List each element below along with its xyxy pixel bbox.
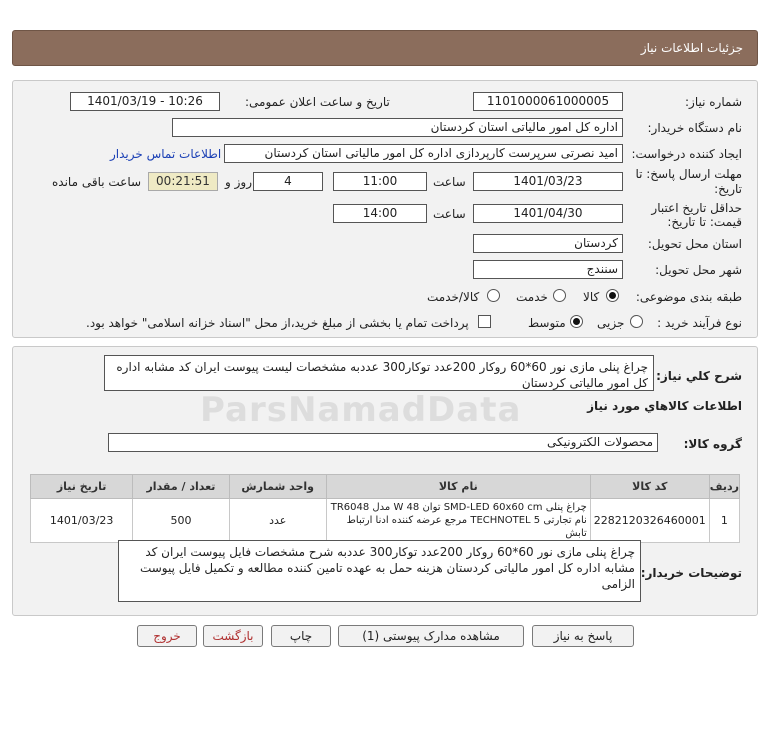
category-both-label: کالا/خدمت — [427, 290, 480, 304]
reply-time-field: 11:00 — [333, 172, 427, 191]
need-number-label: شماره نیاز: — [685, 95, 742, 109]
col-unit: واحد شمارش — [229, 475, 326, 499]
row-unit: عدد — [229, 499, 326, 543]
contact-info-link[interactable]: اطلاعات تماس خریدار — [110, 147, 222, 161]
buyer-notes-field: چراغ پنلی مازی نور 60*60 روکار 200عدد توکار300 عددبه شرح مشخصات فایل پیوست ایران کد مشابه اداره کل امور مالیاتی کردستان هزینه حمل به عهده تامین کننده مطالعه و تکمیل فایل پیوست الزامی — [118, 540, 641, 602]
watermark: ParsNamadData — [200, 390, 522, 430]
col-date: تاریخ نیاز — [31, 475, 133, 499]
reply-deadline-label-2: تاریخ: — [714, 182, 742, 196]
page-title: جزئیات اطلاعات نیاز — [12, 30, 758, 66]
validity-label-1: حداقل تاریخ اعتبار — [651, 201, 742, 215]
category-label: طبقه بندی موضوعی: — [635, 290, 742, 304]
items-table-header — [31, 475, 740, 499]
announce-field: 1401/03/19 - 10:26 — [70, 92, 220, 111]
purchase-minor-label: جزیی — [597, 316, 625, 330]
row-code: 2282120326460001 — [590, 499, 709, 543]
delivery-place-field: کردستان — [473, 234, 623, 253]
exit-button[interactable]: خروج — [137, 625, 197, 647]
buyer-org-field: اداره کل امور مالیاتی استان کردستان — [172, 118, 623, 137]
category-goods-label: کالا — [583, 290, 600, 304]
purchase-minor-radio[interactable] — [630, 315, 643, 328]
reply-time-label: ساعت — [433, 175, 466, 189]
buyer-org-label: نام دستگاه خریدار: — [647, 121, 742, 135]
reply-deadline-label-1: مهلت ارسال پاسخ: تا — [635, 167, 742, 181]
purchase-medium-radio[interactable] — [570, 315, 583, 328]
delivery-place-label: استان محل تحویل: — [647, 237, 742, 251]
days-field: 4 — [253, 172, 323, 191]
col-index: ردیف — [709, 475, 739, 499]
items-table — [30, 474, 740, 543]
general-desc-label: شرح کلي نياز: — [656, 369, 742, 383]
general-desc-field: چراغ پنلی مازی نور 60*60 روکار 200عدد توکار300 عددبه مشخصات لیست پیوست ایران کد مشابه اداره کل امور مالیاتی کردستان — [104, 355, 654, 391]
days-label: روز و — [225, 175, 252, 189]
row-qty: 500 — [133, 499, 229, 543]
goods-group-label: گروه کالا: — [683, 437, 742, 451]
validity-date-field: 1401/04/30 — [473, 204, 623, 223]
validity-time-label: ساعت — [433, 207, 466, 221]
delivery-city-field: سنندج — [473, 260, 623, 279]
category-service-radio[interactable] — [553, 289, 566, 302]
buyer-notes-label: توضیحات خریدار: — [640, 566, 742, 580]
purchase-type-label: نوع فرآیند خرید : — [657, 316, 742, 330]
col-qty: تعداد / مقدار — [133, 475, 229, 499]
category-both-radio[interactable] — [487, 289, 500, 302]
print-button[interactable]: چاپ — [271, 625, 331, 647]
purchase-medium-label: متوسط — [528, 316, 566, 330]
announce-label: تاریخ و ساعت اعلان عمومی: — [245, 95, 390, 109]
row-date: 1401/03/23 — [31, 499, 133, 543]
col-code: کد کالا — [590, 475, 709, 499]
goods-info-title: اطلاعات کالاهاي مورد نياز — [587, 399, 742, 413]
col-name: نام کالا — [326, 475, 590, 499]
back-button[interactable]: بازگشت — [203, 625, 263, 647]
row-name: چراغ پنلی SMD-LED 60x60 cm توان W 48 مدل TR6048 نام تجارتی TECHNOTEL 5 مرجع عرضه کننده ادنا ارتباط تابش — [326, 499, 590, 543]
reply-date-field: 1401/03/23 — [473, 172, 623, 191]
treasury-checkbox[interactable] — [478, 315, 491, 328]
creator-label: ایجاد کننده درخواست: — [631, 147, 742, 161]
category-goods-radio[interactable] — [606, 289, 619, 302]
row-index: 1 — [709, 499, 739, 543]
remaining-label: ساعت باقی مانده — [52, 175, 142, 189]
payment-note: پرداخت تمام یا بخشی از مبلغ خرید،از محل "اسناد خزانه اسلامی" خواهد بود. — [86, 316, 469, 330]
validity-label-2: قیمت: تا تاریخ: — [667, 215, 742, 229]
table-row — [31, 499, 740, 543]
delivery-city-label: شهر محل تحویل: — [655, 263, 742, 277]
goods-group-field: محصولات الکترونیکی — [108, 433, 658, 452]
attachments-button[interactable]: مشاهده مدارک پیوستی (1) — [338, 625, 524, 647]
need-number-field: 1101000061000005 — [473, 92, 623, 111]
remaining-time-field: 00:21:51 — [148, 172, 218, 191]
reply-button[interactable]: پاسخ به نیاز — [532, 625, 634, 647]
creator-field: امید نصرتی سرپرست کارپردازی اداره کل امور مالیاتی استان کردستان — [224, 144, 623, 163]
category-service-label: خدمت — [516, 290, 548, 304]
validity-time-field: 14:00 — [333, 204, 427, 223]
